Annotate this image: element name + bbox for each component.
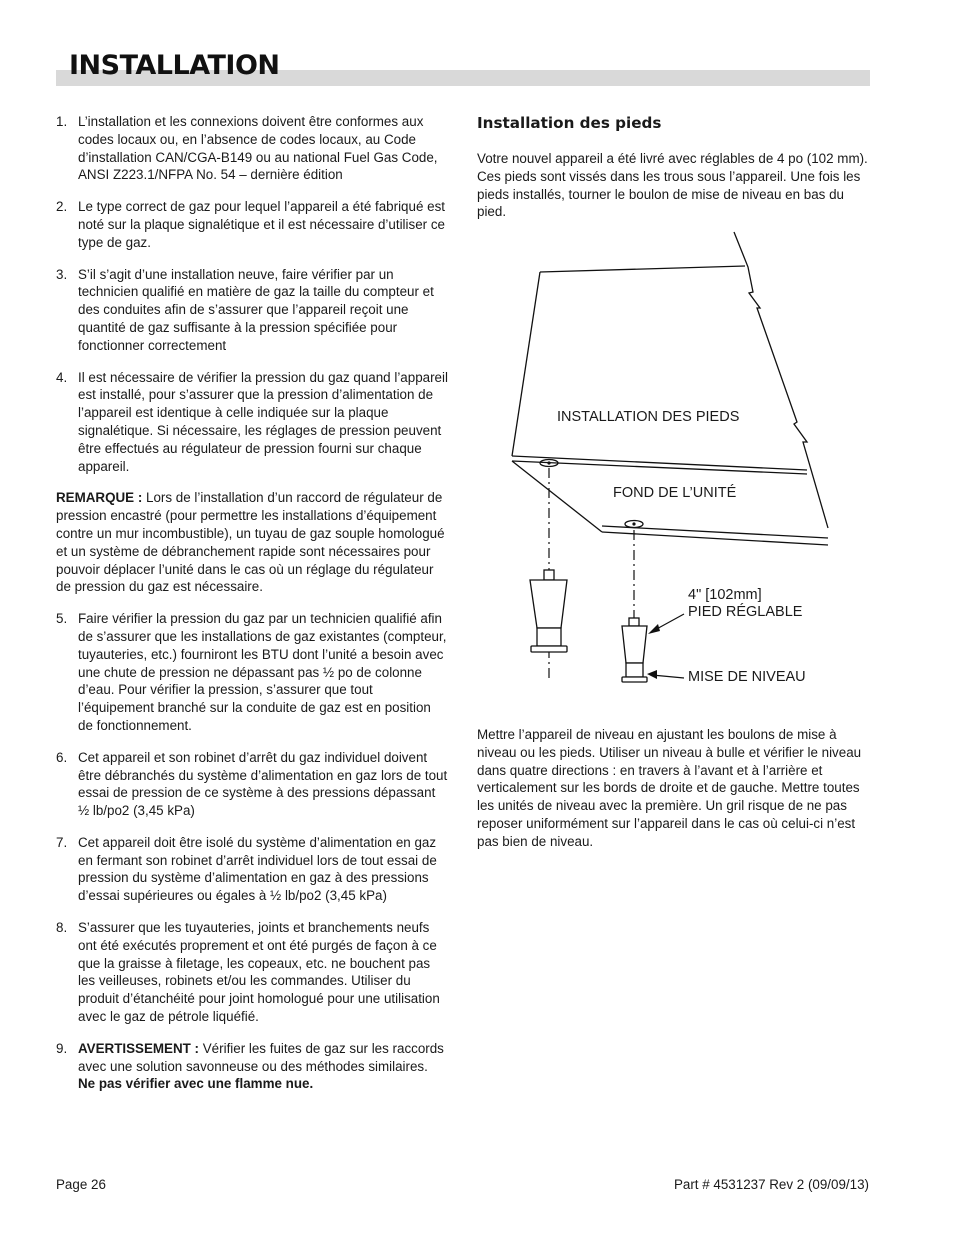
section-heading: Installation des pieds	[477, 114, 662, 132]
list-number: 8.	[56, 920, 68, 936]
list-item	[56, 266, 448, 355]
list-text: S’assurer que les tuyauteries, joints et branchements neufs ont été exécutés proprement et ont été purgés de façon à ce que la graisse à filetage, les copeaux, etc. ne bouchent pas les veilleuses, robinets et/ou les commandes. Utiliser du produit d’étanchéité pour joint homologué pour une utilisation avec le gaz de pétrole liquéfié.	[78, 920, 440, 1025]
list-text: Il est nécessaire de vérifier la pression du gaz quand l’appareil est installé, pour s’assurer que la pression d’alimentation de l’appareil est identique à celle indiquée sur la plaque signalétique. Si nécessaire, les réglages de pression peuvent être effectués au régulateur de pression fourni sur chaque appareil.	[78, 369, 448, 474]
warning-emphasis: Ne pas vérifier avec une flamme nue.	[78, 1076, 314, 1092]
list-number: 5.	[56, 611, 68, 627]
label-adjustable-leg: PIED RÉGLABLE	[688, 604, 803, 620]
note-text: Lors de l’installation d’un raccord de régulateur de pression encastré (pour permettre les installations d’équipement contre un mur incombustible), un tuyau de gaz souple homologué et un système de débranchement rapide sont nécessaires pour pouvoir déplacer l’unité dans le cas où un réglage du régulateur de pression du gaz est nécessaire.	[56, 490, 445, 595]
label-leveling: MISE DE NIVEAU	[688, 669, 806, 685]
list-number: 4.	[56, 369, 68, 385]
intro-paragraph: Votre nouvel appareil a été livré avec réglables de 4 po (102 mm). Ces pieds sont vissés dans les trous sous l’appareil. Une fois les pieds installés, tourner le boulon de mise de niveau en bas du pied.	[477, 151, 868, 220]
list-number: 3.	[56, 266, 68, 282]
label-unit-bottom: FOND DE L’UNITÉ	[613, 485, 737, 501]
right-column	[477, 113, 869, 221]
diagram-drawing	[477, 228, 870, 698]
label-leg-size: 4" [102mm]	[688, 587, 762, 603]
leg-installation-diagram	[477, 228, 870, 698]
adjustable-leg-icon	[622, 618, 647, 682]
adjustable-leg-icon	[530, 570, 567, 652]
list-number: 6.	[56, 749, 68, 765]
unit-top-edge	[540, 266, 745, 272]
list-item	[56, 369, 448, 476]
unit-right-edge-break	[734, 232, 828, 528]
page-title: INSTALLATION	[69, 50, 280, 81]
unit-front-edge	[512, 272, 540, 456]
list-item	[56, 113, 448, 184]
arrow-head-icon	[648, 624, 660, 634]
list-item	[56, 198, 448, 251]
list-number: 1.	[56, 114, 68, 129]
page-number: Page 26	[56, 1177, 106, 1192]
label-installation: INSTALLATION DES PIEDS	[557, 409, 740, 425]
list-number: 9.	[56, 1040, 68, 1056]
list-number: 7.	[56, 834, 68, 850]
list-text: Cet appareil et son robinet d’arrêt du gaz individuel doivent être débranchés du système d’alimentation en gaz lors de tout essai de pression de ce système à des pressions dépassant ½ lb/po2 (3,45 kPa)	[78, 749, 448, 819]
warning-body: Vérifier les fuites de gaz sur les raccords avec une solution savonneuse ou des méthodes similaires.	[78, 1040, 444, 1074]
list-text: L’installation et les connexions doivent être conformes aux codes locaux ou, en l’absence de codes locaux, au Code d’installation CAN/CGA-B149 ou au national Fuel Gas Code, ANSI Z223.1/NFPA No. 54 – dernière édition	[78, 114, 438, 183]
warning-label: AVERTISSEMENT :	[78, 1040, 200, 1056]
list-item	[56, 834, 448, 905]
list-text: Faire vérifier la pression du gaz par un technicien qualifié afin de s’assurer que les installations de gaz existantes (compteur, tuyauteries, etc.) fourniront les BTU dont l’unité a besoin avec une chute de pression ne dépassant pas ½ po de colonne d’eau. Pour vérifier la pression, s’assurer que tout l’équipement branché sur la conduite de gaz est en position de fonctionnement.	[78, 611, 447, 733]
list-item	[56, 919, 448, 1026]
note-label: REMARQUE :	[56, 490, 143, 506]
list-text: S’il s’agit d’une installation neuve, faire vérifier par un technicien qualifié en matière de gaz la taille du compteur et des conduites afin de s’assurer que l’appareil reçoit une quantité de gaz suffisante à la pression spécifiée pour fonctionner correctement	[78, 266, 434, 353]
part-number: Part # 4531237 Rev 2 (09/09/13)	[673, 1177, 869, 1192]
remarque-note	[56, 489, 448, 596]
list-item	[56, 749, 448, 820]
list-item	[56, 610, 448, 735]
leveling-paragraph: Mettre l’appareil de niveau en ajustant les boulons de mise à niveau ou les pieds. Utiliser un niveau à bulle et vérifier le niveau dans quatre directions : en travers à l’avant et à l’arrière et verticalement sur les bords de droite et de gauche. Mettre toutes les unités de niveau avec la première. Un gril risque de ne pas reposer uniformément sur l’appareil dans le cas où celui-ci n’est pas bien de niveau.	[477, 727, 862, 849]
warning-item	[56, 1040, 448, 1093]
warning-text	[78, 1040, 448, 1093]
left-column	[56, 113, 448, 1107]
arrow-head-icon	[647, 670, 657, 679]
list-text: Le type correct de gaz pour lequel l’appareil a été fabriqué est noté sur la plaque signalétique et il est nécessaire d’utiliser ce type de gaz.	[78, 199, 445, 250]
list-number: 2.	[56, 199, 68, 215]
list-text: Cet appareil doit être isolé du système d’alimentation en gaz en fermant son robinet d’arrêt individuel lors de tout essai de pression du système d’alimentation en gaz à des pressions d’essai supérieures ou égales à ½ lb/po2 (3,45 kPa)	[78, 834, 437, 904]
